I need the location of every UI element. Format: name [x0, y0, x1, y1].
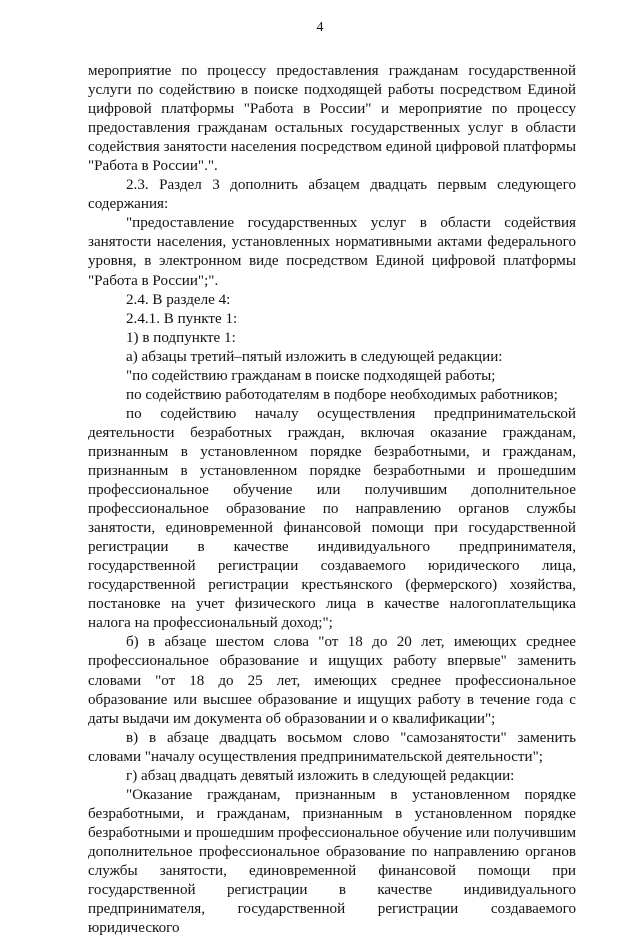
paragraph: по содействию началу осуществления предпринимательской деятельности безработных граждан, включая оказание гражданам, признанным в установленном порядке безработными, и гражданам, признанным в установленном порядке безработными и прошедшим профессиональное обучение или получившим дополнительное профессиональное образование по направлению органов службы занятости, единовременной финансовой помощи при государственной регистрации в качестве индивидуального предпринимателя, государственной регистрации создаваемого юридического лица, государственной регистрации крестьянского (фермерского) хозяйства, постановке на учет физического лица в качестве налогоплательщика налога на профессиональный доход;";	[88, 405, 576, 632]
paragraph: 2.4. В разделе 4:	[126, 291, 231, 308]
paragraph: в) в абзаце двадцать восьмом слово "самозанятости" заменить словами "началу осуществления предпринимательской деятельности";	[88, 729, 576, 765]
document-body	[88, 62, 576, 938]
paragraph: по содействию работодателям в подборе необходимых работников;	[126, 386, 558, 403]
paragraph: мероприятие по процессу предоставления гражданам государственной услуги по содействию в поиске подходящей работы посредством Единой цифровой платформы "Работа в России" и мероприятие по процессу предоставления гражданам остальных государственных услуг в области содействия занятости населения посредством единой цифровой платформы "Работа в России".".	[88, 63, 576, 175]
paragraph: 1) в подпункте 1:	[126, 329, 236, 346]
paragraph: "предоставление государственных услуг в области содействия занятости населения, установленных нормативными актами федерального уровня, в электронном виде посредством Единой цифровой платформы "Работа в России";".	[88, 215, 576, 289]
paragraph: 2.4.1. В пункте 1:	[126, 310, 238, 327]
paragraph: 2.3. Раздел 3 дополнить абзацем двадцать первым следующего содержания:	[88, 177, 576, 213]
page-number: 4	[316, 20, 324, 35]
paragraph: б) в абзаце шестом слова "от 18 до 20 лет, имеющих среднее профессиональное образование и ищущих работу впервые" заменить словами "от 18 до 25 лет, имеющих среднее профессиональное образование или высшее образование и ищущих работу в течение года с даты выдачи им документа об образовании и о квалификации";	[88, 634, 576, 727]
paragraph: "Оказание гражданам, признанным в установленном порядке безработными, и гражданам, признанным в установленном порядке безработными и прошедшим профессиональное обучение или получившим дополнительное профессиональное образование по направлению органов службы занятости, единовременной финансовой помощи при государственной регистрации в качестве индивидуального предпринимателя, государственной регистрации создаваемого юридического	[88, 786, 576, 937]
paragraph: г) абзац двадцать девятый изложить в следующей редакции:	[126, 767, 515, 784]
paragraph: а) абзацы третий–пятый изложить в следующей редакции:	[126, 348, 503, 365]
paragraph: "по содействию гражданам в поиске подходящей работы;	[126, 367, 496, 384]
